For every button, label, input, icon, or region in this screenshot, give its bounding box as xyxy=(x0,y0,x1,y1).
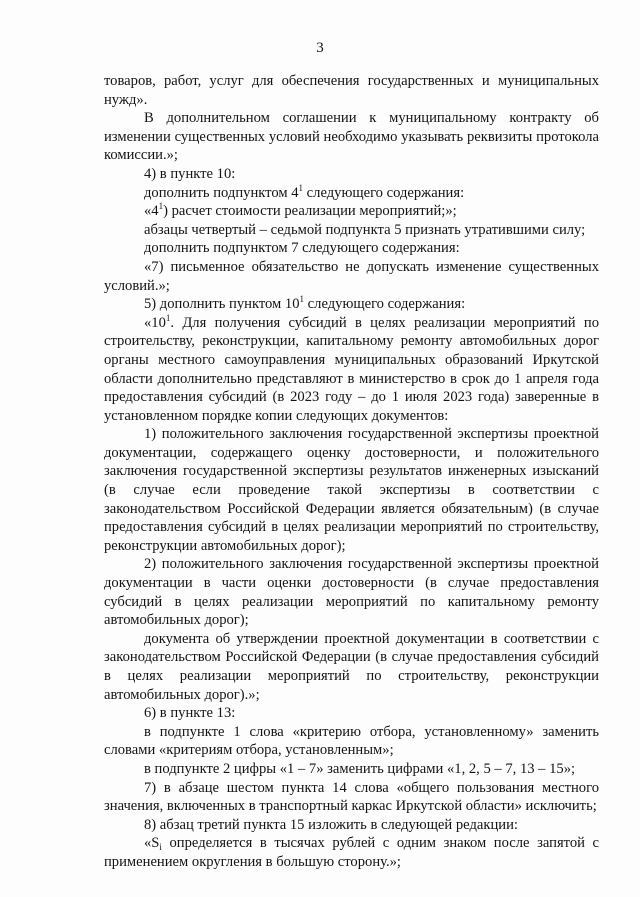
paragraph: документа об утверждении проектной документации в соответствии с законодательством Российской Федерации (в случае предоставления субсидий в целях реализации мероприятий по строительству, реконструкции автомобильных дорог).»; xyxy=(104,630,599,703)
paragraph: В дополнительном соглашении к муниципальному контракту об изменении существенных условий необходимо указывать реквизиты протокола комиссии.»; xyxy=(104,110,599,164)
paragraph: в подпункте 1 слова «критерию отбора, установленному» заменить словами «критериям отбора, установленным»; xyxy=(104,723,599,759)
paragraph: 8) абзац третий пункта 15 изложить в следующей редакции: xyxy=(144,816,518,833)
paragraph xyxy=(104,314,599,426)
paragraph: 7) в абзаце шестом пункта 14 слова «общего пользования местного значения, включенных в транспортный каркас Иркутской области» исключить; xyxy=(104,779,599,815)
text-run: «4 xyxy=(144,203,159,220)
paragraph xyxy=(104,202,599,221)
subscript: i xyxy=(159,842,162,853)
superscript: 1 xyxy=(165,312,171,323)
paragraph: «7) письменное обязательство не допускать изменение существенных условий.»; xyxy=(104,258,599,294)
paragraph: 4) в пункте 10: xyxy=(144,165,236,182)
text-run: . Для получения субсидий в целях реализации мероприятий по строительству, реконструкции, капитальному ремонту автомобильных дорог органы местного самоуправления муниципальных образований Иркутской области дополнительно представляют в министерство в срок до 1 апреля года предоставления субсидий (в 2023 году – до 1 июля 2023 года) заверенные в установленном порядке копии следующих документов: xyxy=(104,314,599,424)
paragraph: в подпункте 2 цифры «1 – 7» заменить цифрами «1, 2, 5 – 7, 13 – 15»; xyxy=(144,760,576,777)
text-run: «10 xyxy=(144,314,166,331)
paragraph: 2) положительного заключения государственной экспертизы проектной документации в части оценки достоверности (в случае предоставления субсидий в целях реализации мероприятий по капитальному ремонту автомобильных дорог); xyxy=(104,556,599,629)
paragraph: 6) в пункте 13: xyxy=(144,705,236,722)
text-run: 5) дополнить пунктом 10 xyxy=(144,296,300,313)
document-body xyxy=(104,72,599,872)
superscript: 1 xyxy=(298,182,304,193)
paragraph: абзацы четвертый – седьмой подпункта 5 признать утратившими силу; xyxy=(144,221,586,238)
paragraph: товаров, работ, услуг для обеспечения государственных и муниципальных нужд». xyxy=(104,73,599,108)
superscript: 1 xyxy=(299,294,305,305)
paragraph: 1) положительного заключения государственной экспертизы проектной документации, содержащего оценку достоверности, и положительного заключения государственной экспертизы результатов инженерных изысканий (в случае если проведение такой экспертизы в соответствии с законодательством Российской Федерации является обязательным) (в случае предоставления субсидий в целях реализации мероприятий по строительству, реконструкции автомобильных дорог); xyxy=(104,426,599,554)
paragraph: дополнить подпунктом 7 следующего содержания: xyxy=(144,240,460,257)
text-run: следующего содержания: xyxy=(304,296,466,313)
text-run: определяется в тысячах рублей с одним знаком после запятой с применением округления в большую сторону.»; xyxy=(104,835,599,870)
page-number: 3 xyxy=(316,40,324,56)
superscript: 1 xyxy=(158,201,164,212)
paragraph xyxy=(104,834,599,871)
text-run: «S xyxy=(144,835,160,852)
text-run: дополнить подпунктом 4 xyxy=(144,184,299,201)
text-run: следующего содержания: xyxy=(303,184,465,201)
text-run: ) расчет стоимости реализации мероприятий;»; xyxy=(163,203,457,220)
paragraph xyxy=(104,184,599,203)
paragraph xyxy=(104,295,599,314)
